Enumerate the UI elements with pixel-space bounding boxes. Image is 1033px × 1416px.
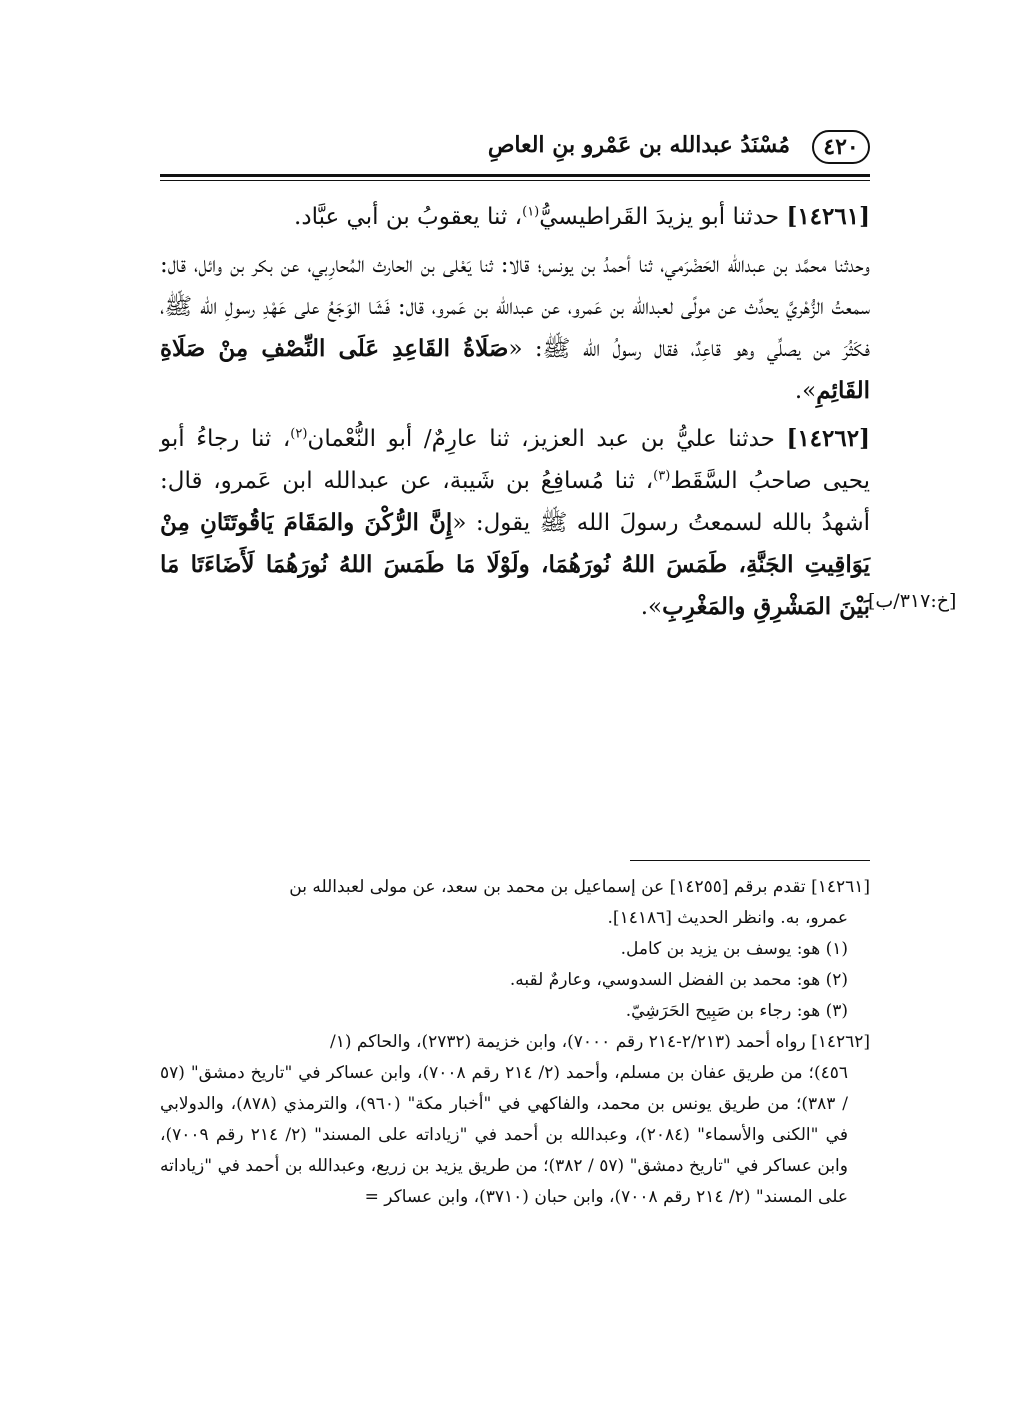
footnote-text: ٤٥٦)؛ من طريق عفان بن مسلم، وأحمد (٢/ ٢١٤ رقم ٧٠٠٨)، وابن عساكر في "تاريخ دمشق" (٥٧ / ٣٨٣)؛ من طريق يونس بن محمد، والفاكهي في "أخبار مكة" (٩٦٠)، والترمذي (٨٧٨)، والدولابي في "الكنى والأسماء" (٢٠٨٤)، وعبدالله بن أحمد في "زياداته على المسند" (٢/ ٢١٤ رقم ٧٠٠٩)، وابن عساكر في "تاريخ دمشق" (٥٧ / ٣٨٢)؛ من طريق يزيد بن زريع، وعبدالله بن أحمد في "زياداته على المسند" (٢/ ٢١٤ رقم ٧٠٠٨)، وابن حبان (٣٧١٠)، وابن عساكر =	[160, 1063, 848, 1207]
footnotes	[160, 872, 870, 1213]
footnote-text: (٢) هو: محمد بن الفضل السدوسي، وعارمٌ لقبه.	[509, 970, 848, 990]
hadith-number: [١٤٢٦٢]	[786, 425, 870, 452]
header-rule-thin	[160, 180, 870, 181]
running-header	[160, 118, 870, 178]
footnote-ref: (١)	[522, 204, 540, 220]
hadith-number: [١٤٢٦١]	[786, 203, 870, 230]
isnad-text: ، ثنا يعقوبُ بن أبي عبَّاد.	[294, 204, 523, 230]
footnote-3	[160, 996, 870, 1027]
hadith-matn: صَلَاةُ القَاعِدِ عَلَى النِّصْفِ مِنْ صَلَاةِ القَائِمِ	[160, 335, 870, 404]
footnote-14261	[160, 872, 870, 903]
footnote-2	[160, 965, 870, 996]
footnote-text: عمرو، به. وانظر الحديث [١٤١٨٦].	[607, 908, 848, 928]
hadith-matn: إِنَّ الرُّكْنَ والمَقَامَ يَاقُوتَتَانِ مِنْ يَوَاقِيتِ الجَنَّةِ، طَمَسَ اللهُ نُورَهُمَا، ولَوْلَا مَا طَمَسَ اللهُ نُورَهُمَا لَأَضَاءَتَا مَا بَيْنَ المَشْرِقِ والمَغْرِبِ	[160, 509, 871, 620]
footnote-text: [١٤٢٦٢] رواه أحمد (٢/٢١٣-٢١٤ رقم ٧٠٠٠)، وابن خزيمة (٢٧٣٢)، والحاكم (١/	[329, 1032, 870, 1052]
isnad-text: ، ثنا رجاءُ أبو يحيى صاحبُ السَّقَط	[160, 426, 870, 494]
isnad-text: ، ثنا مُسافِعُ بن شَيبة، عن عبدالله ابن عَمرو، قال: أشهدُ بالله لسمعتُ رسولَ الله ﷺ يقول: «	[160, 468, 870, 536]
isnad-text: وحدثنا محمَّد بن عبدالله الحَضْرَمي، ثنا أحمدُ بن يونس؛ قالا: ثنا يَعْلى بن الحارث المُحارِبي، عن بكر بن وائل، قال: سمعتُ الزُّهْريَّ يحدِّث عن مولًى لعبدالله بن عَمرو، عن عبدالله بن عَمرو، قال: فَشَا الوَجَعُ على عَهْدِ رسولِ الله ﷺ، فكَثُرَ من يصلِّي وهو قاعِدٌ، فقال رسولُ الله ﷺ: «	[160, 252, 870, 362]
footnote-text: [١٤٢٦١] تقدم برقم [١٤٢٥٥] عن إسماعيل بن محمد بن سعد، عن مولى لعبدالله بن	[289, 877, 870, 897]
footnote-ref: (٢)	[290, 426, 308, 442]
hadith-14261-isnad-2	[160, 244, 870, 412]
footnote-14261-cont	[160, 903, 870, 934]
footnote-1	[160, 934, 870, 965]
isnad-text: حدثنا عليُّ بن عبد العزيز، ثنا عارِمٌ/ أبو النُّعْمان	[307, 426, 775, 452]
quote-end: ».	[640, 594, 663, 620]
footnote-14262-cont	[160, 1058, 870, 1213]
isnad-text: حدثنا أبو يزيدَ القَراطيسيُّ	[539, 204, 780, 230]
header-rule-thick	[160, 174, 870, 177]
quote-end: ».	[794, 378, 817, 404]
footnote-separator	[630, 860, 870, 861]
margin-manuscript-ref: [خ:٣١٧/ب]	[868, 590, 957, 612]
page-number: ٤٢٠	[812, 130, 870, 164]
footnote-14262	[160, 1027, 870, 1058]
footnote-ref: (٣)	[653, 468, 671, 484]
main-text	[160, 196, 870, 634]
hadith-14262	[160, 418, 870, 628]
header-title: مُسْنَدُ عبدالله بن عَمْرو بنِ العاصِ	[487, 132, 790, 158]
footnote-text: (١) هو: يوسف بن يزيد بن كامل.	[620, 939, 848, 959]
footnote-text: (٣) هو: رجاء بن صَبِيح الحَرَشِيّ.	[625, 1001, 848, 1021]
hadith-14261-isnad-1	[160, 196, 870, 238]
